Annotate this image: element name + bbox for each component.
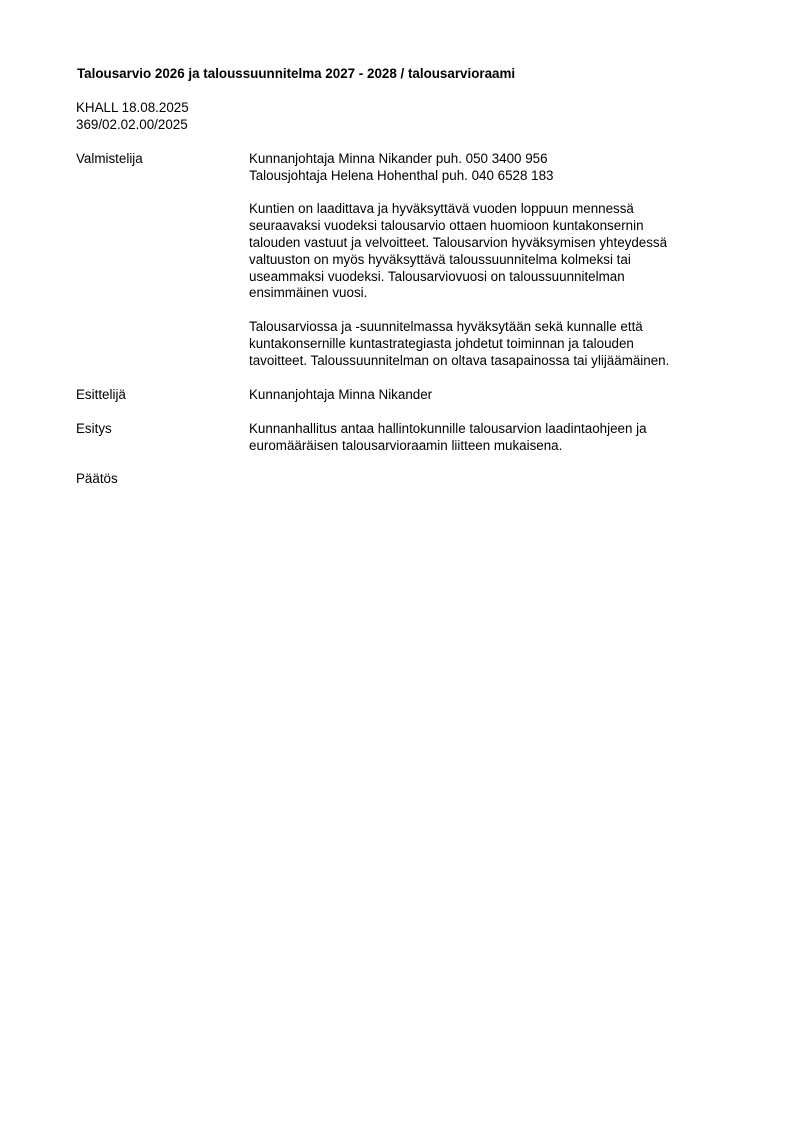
section-label-paatos: Päätös — [76, 471, 118, 486]
paragraph-budget-goals — [249, 319, 719, 369]
paragraph-line: tavoitteet. Taloussuunnitelman on oltava tasapainossa tai ylijäämäinen. — [249, 352, 670, 368]
section-label-valmistelija: Valmistelija — [76, 151, 143, 166]
section-label-esittelija: Esittelijä — [76, 387, 126, 402]
paragraph-line: Talousarviossa ja -suunnitelmassa hyväksytään sekä kunnalle että — [249, 318, 643, 334]
section-content-esittelija: Kunnanjohtaja Minna Nikander — [249, 387, 433, 402]
proposal-line: Kunnanhallitus antaa hallintokunnille talousarvion laadintaohjeen ja — [249, 421, 647, 436]
paragraph-line: kuntakonsernille kuntastrategiasta johdetut toiminnan ja talouden — [249, 335, 634, 351]
document-meta — [76, 100, 189, 134]
preparer-line: Kunnanjohtaja Minna Nikander puh. 050 3400 956 — [249, 151, 548, 166]
section-content-esitys — [249, 421, 719, 455]
paragraph-line: talouden vastuut ja velvoitteet. Talousarvion hyväksymisen yhteydessä — [249, 234, 668, 250]
proposal-line: euromääräisen talousarvioraamin liitteen mukaisena. — [249, 437, 563, 453]
paragraph-line: Kuntien on laadittava ja hyväksyttävä vuoden loppuun mennessä — [249, 201, 634, 217]
document-title: Talousarvio 2026 ja taloussuunnitelma 2027 - 2028 / talousarvioraami — [77, 66, 516, 81]
paragraph-line: valtuuston on myös hyväksyttävä taloussuunnitelma kolmeksi tai — [249, 251, 631, 267]
record-number: 369/02.02.00/2025 — [76, 116, 188, 132]
paragraph-budget-requirement — [249, 201, 719, 302]
paragraph-line: useammaksi vuodeksi. Talousarviovuosi on taloussuunnitelman — [249, 268, 625, 284]
section-label-esitys: Esitys — [76, 421, 112, 436]
meeting-reference: KHALL 18.08.2025 — [76, 100, 189, 115]
paragraph-line: seuraavaksi vuodeksi talousarvio ottaen huomioon kuntakonsernin — [249, 218, 644, 234]
paragraph-line: ensimmäinen vuosi. — [249, 285, 368, 301]
preparers — [249, 151, 719, 185]
preparer-line: Talousjohtaja Helena Hohenthal puh. 040 6528 183 — [249, 167, 554, 183]
section-content-valmistelija — [249, 151, 719, 369]
